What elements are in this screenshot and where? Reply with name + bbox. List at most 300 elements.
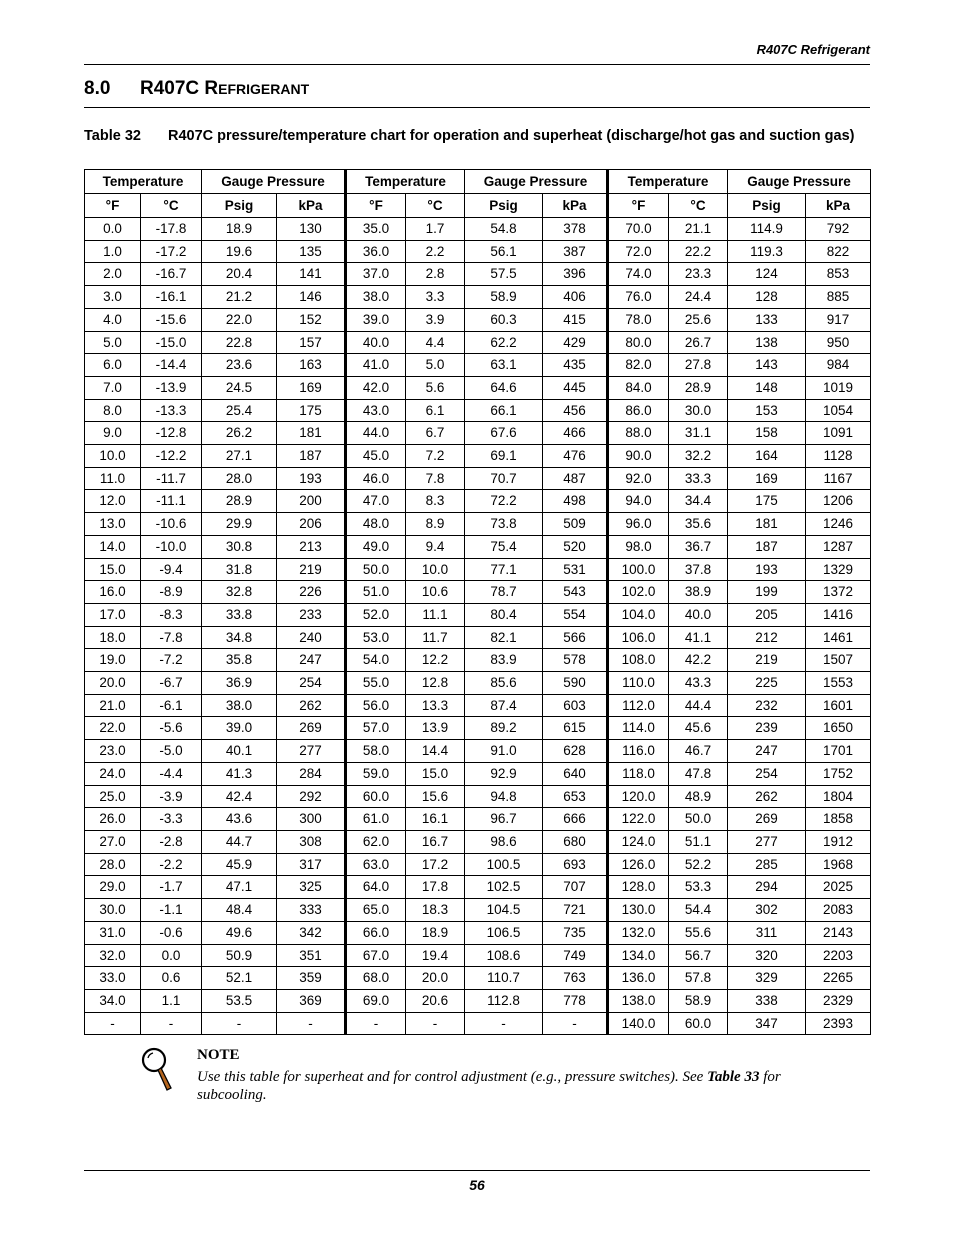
table-cell: 17.0: [85, 603, 141, 626]
table-cell: 1701: [806, 740, 871, 763]
table-cell: 885: [806, 286, 871, 309]
table-cell: 94.8: [465, 785, 543, 808]
table-cell: 112.0: [608, 694, 669, 717]
table-cell: 112.8: [465, 989, 543, 1012]
table-cell: 707: [543, 876, 608, 899]
table-cell: 72.0: [608, 240, 669, 263]
table-cell: 36.7: [669, 535, 728, 558]
table-cell: 35.6: [669, 513, 728, 536]
group-header: Gauge Pressure: [465, 170, 608, 194]
table-cell: 10.6: [406, 581, 465, 604]
table-cell: 119.3: [728, 240, 806, 263]
table-cell: 152: [277, 308, 346, 331]
table-cell: 51.1: [669, 830, 728, 853]
table-cell: 143: [728, 354, 806, 377]
table-cell: 520: [543, 535, 608, 558]
table-row: [85, 989, 871, 1012]
table-cell: 30.8: [202, 535, 277, 558]
table-cell: 187: [728, 535, 806, 558]
table-cell: -8.3: [141, 603, 202, 626]
table-row: [85, 490, 871, 513]
table-cell: 456: [543, 399, 608, 422]
table-cell: 320: [728, 944, 806, 967]
table-row: [85, 626, 871, 649]
table-cell: 9.0: [85, 422, 141, 445]
table-row: [85, 876, 871, 899]
heading-rule: [84, 107, 870, 108]
column-header: Psig: [465, 194, 543, 218]
table-cell: 27.1: [202, 445, 277, 468]
table-cell: 54.8: [465, 218, 543, 241]
table-row: [85, 649, 871, 672]
table-cell: 77.1: [465, 558, 543, 581]
table-cell: 40.1: [202, 740, 277, 763]
table-row: [85, 899, 871, 922]
table-cell: 52.0: [346, 603, 406, 626]
table-cell: 822: [806, 240, 871, 263]
table-row: [85, 558, 871, 581]
table-cell: -8.9: [141, 581, 202, 604]
table-cell: 100.5: [465, 853, 543, 876]
table-cell: 47.8: [669, 762, 728, 785]
table-cell: 0.0: [85, 218, 141, 241]
table-cell: 28.0: [85, 853, 141, 876]
table-cell: 1416: [806, 603, 871, 626]
table-cell: 1054: [806, 399, 871, 422]
table-row: [85, 967, 871, 990]
table-cell: 43.0: [346, 399, 406, 422]
table-cell: 628: [543, 740, 608, 763]
table-cell: 239: [728, 717, 806, 740]
table-cell: 1091: [806, 422, 871, 445]
table-cell: 58.0: [346, 740, 406, 763]
table-cell: 302: [728, 899, 806, 922]
table-cell: 4.0: [85, 308, 141, 331]
table-caption: [84, 127, 870, 145]
table-cell: 50.9: [202, 944, 277, 967]
table-cell: -0.6: [141, 921, 202, 944]
table-cell: 169: [728, 467, 806, 490]
table-cell: 26.7: [669, 331, 728, 354]
table-cell: 24.4: [669, 286, 728, 309]
table-cell: 64.6: [465, 376, 543, 399]
table-cell: 12.0: [85, 490, 141, 513]
table-cell: 54.0: [346, 649, 406, 672]
table-cell: 531: [543, 558, 608, 581]
table-cell: 487: [543, 467, 608, 490]
table-cell: 11.1: [406, 603, 465, 626]
column-header: Psig: [728, 194, 806, 218]
table-cell: 31.1: [669, 422, 728, 445]
column-header: kPa: [806, 194, 871, 218]
table-cell: 35.0: [346, 218, 406, 241]
table-cell: 778: [543, 989, 608, 1012]
table-cell: 102.0: [608, 581, 669, 604]
table-cell: 3.3: [406, 286, 465, 309]
group-header: Temperature: [85, 170, 202, 194]
table-cell: 80.0: [608, 331, 669, 354]
table-cell: 30.0: [669, 399, 728, 422]
table-cell: 25.4: [202, 399, 277, 422]
table-cell: 2265: [806, 967, 871, 990]
table-cell: 18.9: [406, 921, 465, 944]
table-cell: 27.8: [669, 354, 728, 377]
table-cell: 138.0: [608, 989, 669, 1012]
table-cell: 277: [728, 830, 806, 853]
table-cell: 118.0: [608, 762, 669, 785]
table-cell: 84.0: [608, 376, 669, 399]
group-header: Gauge Pressure: [202, 170, 346, 194]
table-cell: 187: [277, 445, 346, 468]
table-cell: 55.0: [346, 672, 406, 695]
table-cell: 98.6: [465, 830, 543, 853]
table-cell: 0.0: [141, 944, 202, 967]
table-cell: 359: [277, 967, 346, 990]
table-cell: 338: [728, 989, 806, 1012]
table-cell: 26.2: [202, 422, 277, 445]
table-cell: 136.0: [608, 967, 669, 990]
table-cell: 72.2: [465, 490, 543, 513]
table-cell: 98.0: [608, 535, 669, 558]
table-cell: 7.0: [85, 376, 141, 399]
table-cell: 8.0: [85, 399, 141, 422]
table-cell: 262: [277, 694, 346, 717]
table-cell: 1553: [806, 672, 871, 695]
table-cell: 1372: [806, 581, 871, 604]
note-table-reference[interactable]: Table 33: [707, 1069, 760, 1085]
table-cell: -1.7: [141, 876, 202, 899]
table-cell: 213: [277, 535, 346, 558]
table-cell: 30.0: [85, 899, 141, 922]
table-cell: 1.0: [85, 240, 141, 263]
table-cell: 28.9: [202, 490, 277, 513]
table-cell: 22.0: [85, 717, 141, 740]
table-cell: 2393: [806, 1012, 871, 1035]
table-row: [85, 603, 871, 626]
column-header: °F: [346, 194, 406, 218]
table-cell: 50.0: [346, 558, 406, 581]
table-cell: 10.0: [85, 445, 141, 468]
table-cell: 89.2: [465, 717, 543, 740]
table-cell: 94.0: [608, 490, 669, 513]
table-cell: 64.0: [346, 876, 406, 899]
table-cell: 917: [806, 308, 871, 331]
table-cell: 56.0: [346, 694, 406, 717]
table-cell: 640: [543, 762, 608, 785]
table-cell: 20.6: [406, 989, 465, 1012]
table-cell: 68.0: [346, 967, 406, 990]
table-cell: 1246: [806, 513, 871, 536]
table-cell: 0.6: [141, 967, 202, 990]
table-cell: 63.0: [346, 853, 406, 876]
table-cell: 445: [543, 376, 608, 399]
table-cell: 13.3: [406, 694, 465, 717]
table-row: [85, 830, 871, 853]
table-cell: 70.7: [465, 467, 543, 490]
table-cell: 509: [543, 513, 608, 536]
table-cell: 96.0: [608, 513, 669, 536]
table-cell: 60.0: [669, 1012, 728, 1035]
table-cell: 132.0: [608, 921, 669, 944]
table-cell: 40.0: [669, 603, 728, 626]
table-cell: 36.0: [346, 240, 406, 263]
table-cell: 53.3: [669, 876, 728, 899]
table-cell: 56.1: [465, 240, 543, 263]
table-cell: 20.0: [406, 967, 465, 990]
table-cell: 22.8: [202, 331, 277, 354]
table-cell: 47.0: [346, 490, 406, 513]
table-cell: 1287: [806, 535, 871, 558]
table-cell: 42.0: [346, 376, 406, 399]
table-cell: -1.1: [141, 899, 202, 922]
table-row: [85, 240, 871, 263]
table-cell: 17.2: [406, 853, 465, 876]
table-cell: 88.0: [608, 422, 669, 445]
table-cell: 378: [543, 218, 608, 241]
table-cell: 33.0: [85, 967, 141, 990]
note-text-after: for subcooling.: [197, 1069, 781, 1103]
table-cell: -: [277, 1012, 346, 1035]
table-cell: 19.0: [85, 649, 141, 672]
table-cell: 43.3: [669, 672, 728, 695]
table-cell: 33.8: [202, 603, 277, 626]
table-cell: 52.1: [202, 967, 277, 990]
section-number: 8.0: [84, 78, 111, 99]
table-cell: 498: [543, 490, 608, 513]
table-cell: 1461: [806, 626, 871, 649]
table-cell: 14.4: [406, 740, 465, 763]
table-cell: -9.4: [141, 558, 202, 581]
table-cell: 415: [543, 308, 608, 331]
table-cell: 163: [277, 354, 346, 377]
table-cell: 6.0: [85, 354, 141, 377]
table-caption-text: R407C pressure/temperature chart for operation and superheat (discharge/hot gas and suction gas): [168, 128, 855, 144]
table-cell: -: [202, 1012, 277, 1035]
table-cell: -3.9: [141, 785, 202, 808]
table-cell: 13.0: [85, 513, 141, 536]
table-cell: 680: [543, 830, 608, 853]
table-cell: 66.0: [346, 921, 406, 944]
table-cell: 106.5: [465, 921, 543, 944]
table-cell: 3.0: [85, 286, 141, 309]
magnifier-icon: [140, 1046, 176, 1092]
table-cell: -: [406, 1012, 465, 1035]
table-cell: 1128: [806, 445, 871, 468]
table-cell: 56.7: [669, 944, 728, 967]
table-cell: 18.3: [406, 899, 465, 922]
table-cell: 329: [728, 967, 806, 990]
table-cell: 153: [728, 399, 806, 422]
table-cell: 38.0: [202, 694, 277, 717]
table-cell: 1.7: [406, 218, 465, 241]
table-cell: 205: [728, 603, 806, 626]
table-cell: 54.4: [669, 899, 728, 922]
footer-rule: [84, 1170, 870, 1171]
table-cell: 60.0: [346, 785, 406, 808]
table-cell: 1601: [806, 694, 871, 717]
table-cell: 73.8: [465, 513, 543, 536]
table-cell: 543: [543, 581, 608, 604]
table-cell: -2.2: [141, 853, 202, 876]
table-cell: 21.1: [669, 218, 728, 241]
table-cell: 285: [728, 853, 806, 876]
table-cell: 2.8: [406, 263, 465, 286]
table-cell: 45.9: [202, 853, 277, 876]
table-cell: 62.2: [465, 331, 543, 354]
table-cell: 603: [543, 694, 608, 717]
table-cell: -: [141, 1012, 202, 1035]
table-cell: 116.0: [608, 740, 669, 763]
table-cell: 406: [543, 286, 608, 309]
table-cell: 35.8: [202, 649, 277, 672]
table-cell: -16.7: [141, 263, 202, 286]
section-title-first: R407C R: [140, 78, 219, 99]
table-cell: 25.0: [85, 785, 141, 808]
table-cell: 146: [277, 286, 346, 309]
table-cell: 13.9: [406, 717, 465, 740]
table-cell: -7.8: [141, 626, 202, 649]
table-cell: -: [85, 1012, 141, 1035]
table-cell: 175: [277, 399, 346, 422]
table-cell: 1507: [806, 649, 871, 672]
table-cell: 566: [543, 626, 608, 649]
table-cell: 28.9: [669, 376, 728, 399]
table-cell: 44.4: [669, 694, 728, 717]
table-cell: -10.0: [141, 535, 202, 558]
table-cell: 124: [728, 263, 806, 286]
table-cell: 29.9: [202, 513, 277, 536]
table-cell: 1019: [806, 376, 871, 399]
table-cell: 1206: [806, 490, 871, 513]
table-cell: 17.8: [406, 876, 465, 899]
table-cell: -10.6: [141, 513, 202, 536]
table-cell: 23.6: [202, 354, 277, 377]
table-row: [85, 535, 871, 558]
table-cell: 853: [806, 263, 871, 286]
table-cell: 82.0: [608, 354, 669, 377]
table-cell: -11.7: [141, 467, 202, 490]
table-cell: 578: [543, 649, 608, 672]
table-cell: 22.0: [202, 308, 277, 331]
table-cell: 1912: [806, 830, 871, 853]
table-cell: 65.0: [346, 899, 406, 922]
table-cell: 100.0: [608, 558, 669, 581]
table-cell: 1858: [806, 808, 871, 831]
table-cell: 110.7: [465, 967, 543, 990]
group-header: Gauge Pressure: [728, 170, 871, 194]
table-cell: 61.0: [346, 808, 406, 831]
table-cell: 75.4: [465, 535, 543, 558]
table-cell: 254: [728, 762, 806, 785]
table-caption-label: Table 32: [84, 128, 141, 144]
table-cell: 42.2: [669, 649, 728, 672]
table-cell: 19.4: [406, 944, 465, 967]
table-cell: 262: [728, 785, 806, 808]
table-cell: 92.9: [465, 762, 543, 785]
table-cell: 2203: [806, 944, 871, 967]
column-header: °F: [85, 194, 141, 218]
table-row: [85, 921, 871, 944]
table-cell: 175: [728, 490, 806, 513]
table-cell: 24.5: [202, 376, 277, 399]
table-cell: 106.0: [608, 626, 669, 649]
table-cell: 62.0: [346, 830, 406, 853]
table-cell: 27.0: [85, 830, 141, 853]
table-cell: 8.9: [406, 513, 465, 536]
column-header: °C: [669, 194, 728, 218]
table-row: [85, 218, 871, 241]
table-cell: 120.0: [608, 785, 669, 808]
table-cell: 53.5: [202, 989, 277, 1012]
table-row: [85, 672, 871, 695]
table-cell: 78.7: [465, 581, 543, 604]
table-cell: 317: [277, 853, 346, 876]
table-cell: 28.0: [202, 467, 277, 490]
table-cell: 1329: [806, 558, 871, 581]
table-row: [85, 853, 871, 876]
table-cell: 69.0: [346, 989, 406, 1012]
table-cell: -5.6: [141, 717, 202, 740]
table-cell: 41.3: [202, 762, 277, 785]
table-cell: 14.0: [85, 535, 141, 558]
table-cell: 66.1: [465, 399, 543, 422]
table-cell: 232: [728, 694, 806, 717]
table-cell: 110.0: [608, 672, 669, 695]
column-header: kPa: [277, 194, 346, 218]
table-cell: 102.5: [465, 876, 543, 899]
table-cell: 2329: [806, 989, 871, 1012]
table-cell: 308: [277, 830, 346, 853]
table-cell: -15.0: [141, 331, 202, 354]
table-cell: 96.7: [465, 808, 543, 831]
group-header: Temperature: [608, 170, 728, 194]
table-cell: 130.0: [608, 899, 669, 922]
table-cell: 181: [728, 513, 806, 536]
table-cell: 21.2: [202, 286, 277, 309]
table-cell: 60.3: [465, 308, 543, 331]
table-cell: 206: [277, 513, 346, 536]
table-cell: 4.4: [406, 331, 465, 354]
table-cell: 134.0: [608, 944, 669, 967]
table-cell: 33.3: [669, 467, 728, 490]
table-cell: 78.0: [608, 308, 669, 331]
table-cell: 21.0: [85, 694, 141, 717]
table-cell: 34.4: [669, 490, 728, 513]
table-cell: 164: [728, 445, 806, 468]
running-header: R407C Refrigerant: [756, 42, 870, 57]
table-row: [85, 376, 871, 399]
page-number: 56: [469, 1177, 485, 1193]
pressure-temperature-table: [84, 169, 871, 1035]
table-cell: 55.6: [669, 921, 728, 944]
section-heading: [84, 78, 870, 100]
table-cell: 466: [543, 422, 608, 445]
table-row: [85, 581, 871, 604]
table-cell: 219: [728, 649, 806, 672]
table-cell: 7.8: [406, 467, 465, 490]
table-cell: 269: [277, 717, 346, 740]
table-cell: 70.0: [608, 218, 669, 241]
table-cell: 193: [277, 467, 346, 490]
table-cell: 212: [728, 626, 806, 649]
table-cell: 2.2: [406, 240, 465, 263]
table-cell: 11.0: [85, 467, 141, 490]
table-cell: -3.3: [141, 808, 202, 831]
table-cell: 3.9: [406, 308, 465, 331]
table-row: [85, 286, 871, 309]
table-cell: -: [543, 1012, 608, 1035]
table-cell: 67.0: [346, 944, 406, 967]
